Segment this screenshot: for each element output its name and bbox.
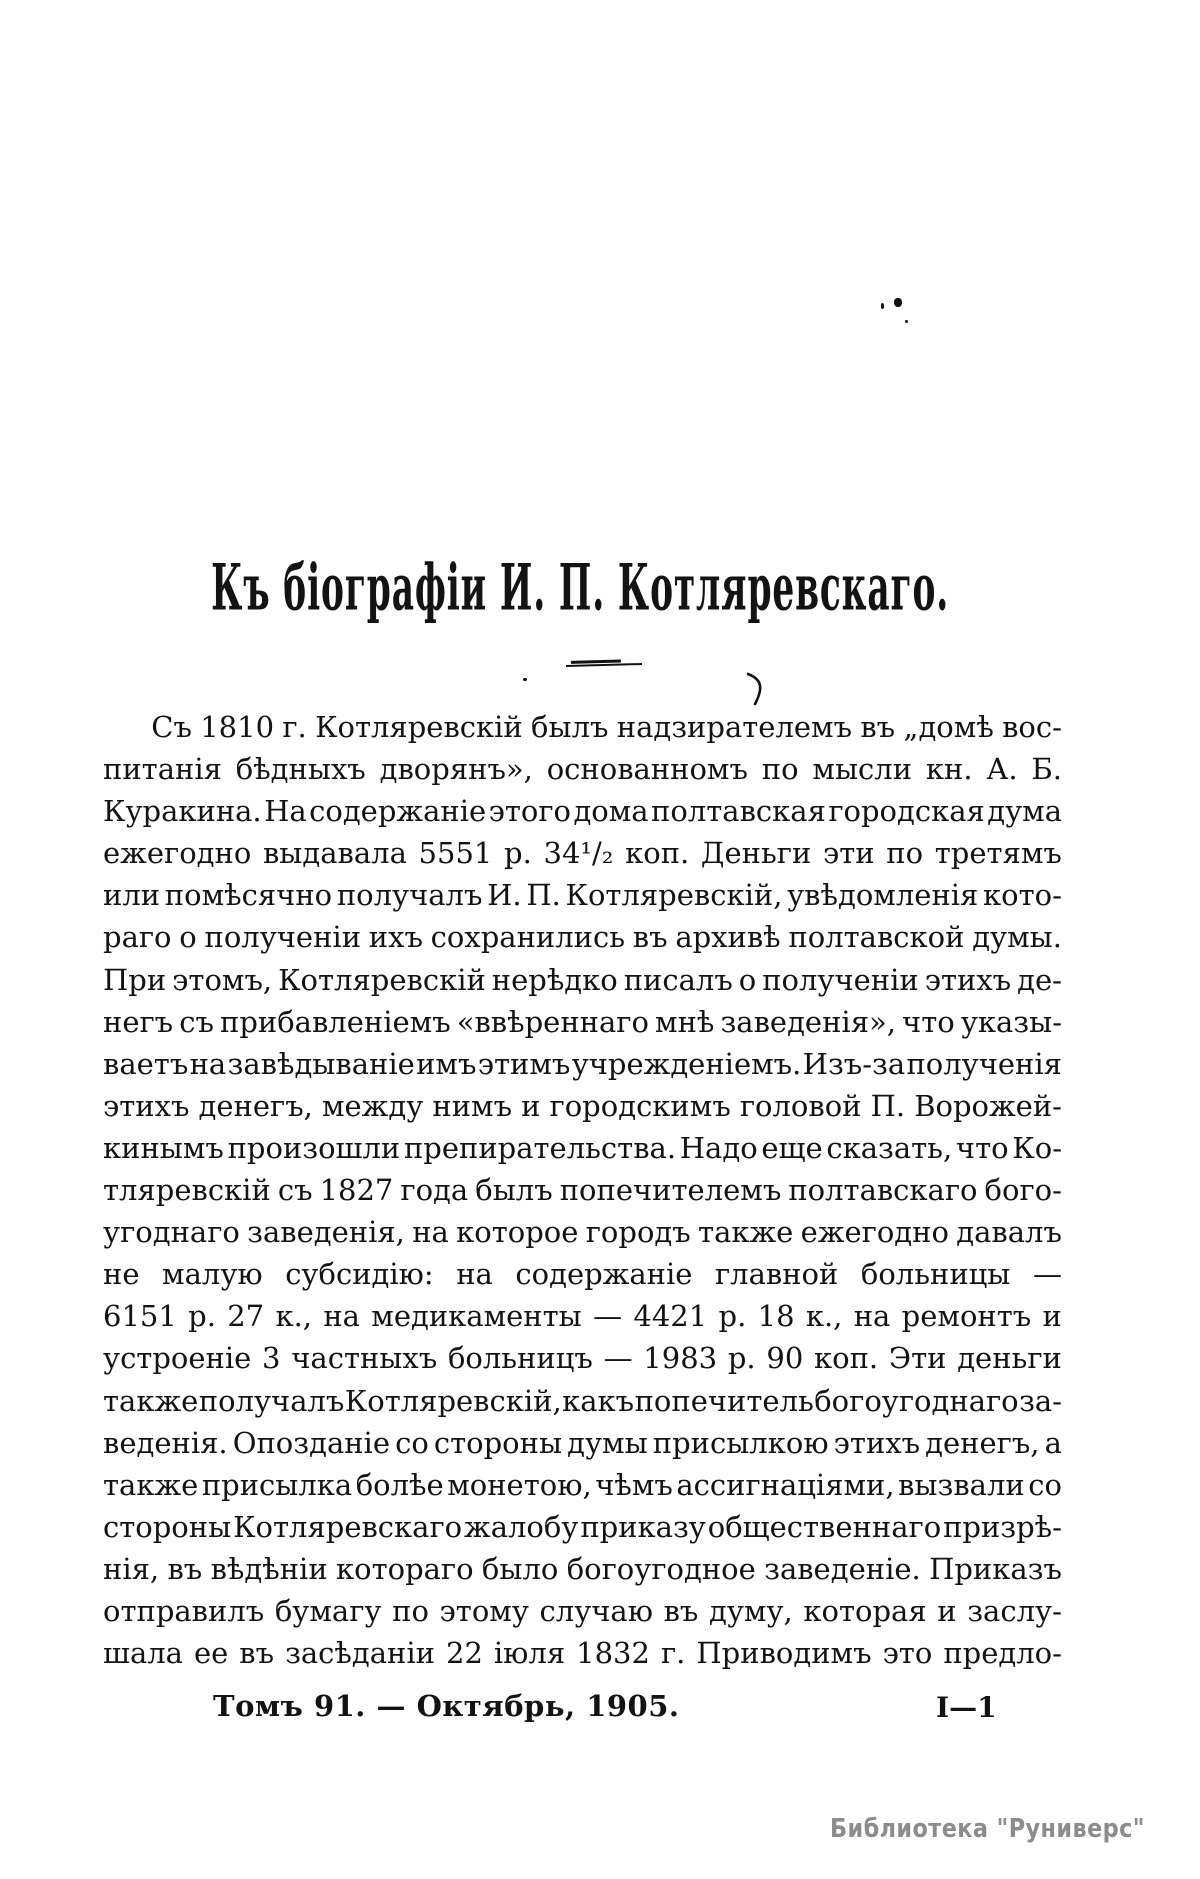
word: монетою,	[447, 1467, 592, 1502]
word: предло-	[943, 1636, 1062, 1671]
word: съ	[179, 1004, 214, 1039]
word: бѣдныхъ	[235, 752, 366, 787]
word: произошли	[227, 1130, 401, 1165]
word: имъ	[416, 1046, 477, 1081]
ink-speck	[894, 298, 902, 307]
word: кн.	[925, 752, 973, 787]
word: П.	[870, 1088, 906, 1123]
word: основанномъ	[546, 752, 748, 787]
word: Деньги	[700, 836, 812, 871]
ink-speck	[523, 678, 527, 681]
word: былъ	[475, 1173, 553, 1208]
word: въ	[632, 920, 668, 955]
word: съ	[277, 1173, 313, 1208]
library-watermark: Библиотека "Руниверс"	[830, 1814, 1145, 1844]
word: и	[937, 1593, 957, 1628]
word: „домѣ	[903, 710, 994, 744]
word: болѣе	[355, 1467, 444, 1502]
word: на	[189, 1046, 227, 1081]
word: іюля	[493, 1636, 566, 1671]
word: не	[103, 1257, 140, 1292]
text-line	[103, 1384, 1062, 1426]
text-line	[103, 1426, 1062, 1468]
word: дума	[987, 794, 1062, 829]
word: этихъ	[103, 1088, 190, 1123]
word: бого-	[984, 1173, 1062, 1208]
word: этомъ,	[172, 962, 273, 997]
word: прибавленіемъ	[220, 1004, 451, 1039]
word: со	[1028, 1467, 1062, 1502]
word: которое	[456, 1215, 579, 1250]
word: Б.	[1031, 752, 1062, 787]
text-line	[103, 1089, 1062, 1131]
word: субсидію:	[285, 1257, 434, 1292]
word: городъ	[585, 1215, 691, 1250]
word: и	[521, 1088, 541, 1123]
word: попечитель	[634, 1383, 814, 1418]
paragraph-indent	[103, 710, 143, 752]
text-line	[103, 963, 1062, 1005]
word: призрѣ-	[943, 1509, 1062, 1544]
text-line	[103, 1468, 1062, 1510]
word: стороны	[103, 1509, 232, 1544]
word: кото-	[983, 878, 1062, 913]
word: р.	[504, 836, 532, 871]
word: больницы	[860, 1257, 1011, 1292]
word: Ко-	[1012, 1130, 1062, 1165]
word: головой	[739, 1088, 862, 1123]
text-line	[103, 1510, 1062, 1552]
word: по	[761, 752, 799, 787]
word: к.,	[275, 1299, 313, 1334]
text-line	[103, 1131, 1062, 1173]
word: раго	[103, 920, 172, 955]
word: содержаніе	[515, 1257, 693, 1292]
word: тляревскій	[103, 1173, 271, 1208]
signature-mark: I—1	[936, 1691, 997, 1724]
word: содержаніе	[309, 794, 487, 829]
word: по	[392, 1593, 429, 1628]
word: полтавскаго	[788, 1173, 978, 1208]
word: Надо	[679, 1130, 758, 1165]
word: ассигнаціями,	[676, 1467, 895, 1502]
word: Котляревскій	[278, 962, 486, 997]
text-line	[103, 1215, 1062, 1257]
word: препирательства.	[403, 1130, 677, 1165]
word: въ	[167, 1551, 203, 1586]
word: заведенія»,	[720, 1004, 896, 1039]
word: 1810	[200, 710, 275, 744]
word: р.	[718, 1299, 747, 1334]
word: сохранились	[430, 920, 626, 955]
word: бумагу	[274, 1593, 382, 1628]
text-line	[103, 1299, 1062, 1341]
text-line	[103, 1173, 1062, 1215]
word: полученіи	[204, 920, 362, 955]
word: дома	[573, 794, 649, 829]
word: думу,	[709, 1593, 793, 1628]
word: на	[412, 1215, 449, 1250]
word: ежегодно	[800, 1215, 949, 1250]
word: думы	[567, 1425, 648, 1460]
word: городская	[828, 794, 985, 829]
word: ее	[193, 1636, 229, 1671]
word: 3	[262, 1341, 281, 1376]
text-line	[103, 1341, 1062, 1383]
word: которая	[803, 1593, 927, 1628]
word: сказать,	[826, 1130, 953, 1165]
word: полтавской	[788, 920, 965, 955]
text-line	[103, 836, 1062, 878]
word: 90	[766, 1341, 804, 1376]
word: мысли	[812, 752, 913, 787]
word: угоднаго	[103, 1215, 240, 1250]
word: частныхъ	[291, 1341, 438, 1376]
word: это	[882, 1636, 933, 1671]
word: Приказъ	[929, 1551, 1062, 1586]
word: П.	[526, 878, 561, 913]
word: засѣданіи	[285, 1636, 435, 1671]
word: —	[593, 1299, 623, 1334]
word: заслу-	[967, 1593, 1062, 1628]
word: городскимъ	[549, 1088, 731, 1123]
word: что	[955, 1130, 1009, 1165]
word: между	[321, 1088, 424, 1123]
page-title: Къ біографіи И. П. Котляревскаго.	[210, 551, 950, 626]
word: этимъ	[477, 1046, 571, 1081]
text-line	[103, 1257, 1062, 1299]
word: 18	[757, 1299, 795, 1334]
word: ихъ	[368, 920, 423, 955]
word: также	[103, 1467, 199, 1502]
word: Ворожей-	[914, 1088, 1062, 1123]
word: получалъ	[336, 878, 483, 913]
word: р.	[727, 1341, 756, 1376]
text-line	[103, 1047, 1062, 1089]
word: нія,	[103, 1551, 160, 1586]
word: 1832	[576, 1636, 650, 1671]
word: Эти	[888, 1341, 947, 1376]
word: заведеніе.	[764, 1551, 921, 1586]
word: р.	[188, 1299, 216, 1334]
word: приказу	[580, 1509, 706, 1544]
word: о	[179, 920, 197, 955]
word: Съ	[151, 710, 192, 744]
ornamental-rule	[566, 659, 642, 670]
word: заведенія,	[247, 1215, 405, 1250]
text-line	[103, 878, 1062, 920]
word: вызвали	[898, 1467, 1025, 1502]
word: полтавская	[651, 794, 826, 829]
word: было	[481, 1551, 559, 1586]
word: 34¹/₂	[543, 836, 614, 871]
word: на	[853, 1299, 891, 1334]
word: нерѣдко	[491, 962, 618, 997]
word: «ввѣреннаго	[456, 1004, 649, 1039]
word: 4421	[633, 1299, 708, 1334]
word: к.,	[805, 1299, 843, 1334]
word: еще	[761, 1130, 823, 1165]
word: вос-	[1002, 710, 1062, 744]
word: Котляревскій,	[344, 1383, 562, 1418]
word: отправилъ	[103, 1593, 265, 1628]
word: Приводимъ	[696, 1636, 872, 1671]
word: г.	[282, 710, 307, 744]
word: этого	[488, 794, 571, 829]
word: Изъ-за	[802, 1046, 906, 1081]
word: ежегодно	[103, 836, 252, 871]
word: третямъ	[934, 836, 1062, 871]
word: больницъ	[447, 1341, 593, 1376]
word: 1983	[643, 1341, 718, 1376]
word: общественнаго	[707, 1509, 942, 1544]
word: г.	[660, 1636, 686, 1671]
word: вѣдѣніи	[210, 1551, 328, 1586]
word: питанія	[103, 752, 222, 787]
word: въ	[663, 1593, 699, 1628]
word: коп.	[814, 1341, 879, 1376]
word: также	[698, 1215, 794, 1250]
word: Котляревскій,	[565, 878, 783, 913]
word: кинымъ	[103, 1130, 224, 1165]
word: Котляревскій	[315, 710, 523, 744]
word: думы.	[972, 920, 1062, 955]
word: и	[1042, 1299, 1062, 1334]
word: выдавала	[262, 836, 407, 871]
word: денегъ,	[925, 1425, 1040, 1460]
word: котораго	[335, 1551, 474, 1586]
text-line	[103, 1552, 1062, 1594]
ink-speck	[881, 303, 884, 309]
text-line	[103, 1636, 1062, 1678]
word: де-	[1017, 962, 1062, 997]
text-line	[103, 1594, 1062, 1636]
ink-hook-mark	[745, 672, 769, 712]
volume-footer: Томъ 91. — Октябрь, 1905.	[213, 1689, 680, 1723]
word: былъ	[531, 710, 609, 744]
word: медикаменты	[371, 1299, 582, 1334]
word: также	[103, 1383, 199, 1418]
word: шала	[103, 1636, 183, 1671]
word: 1827	[319, 1173, 394, 1208]
word: коп.	[625, 836, 690, 871]
text-line	[103, 920, 1062, 962]
word: давалъ	[956, 1215, 1062, 1250]
word: денегъ,	[198, 1088, 313, 1123]
text-line	[103, 752, 1062, 794]
word: на	[323, 1299, 360, 1334]
text-line	[103, 1005, 1062, 1047]
word: въ	[860, 710, 896, 744]
word: негъ	[103, 1004, 174, 1039]
word: 27	[227, 1299, 265, 1334]
word: надзирателемъ	[616, 710, 853, 744]
word: указы-	[960, 1004, 1062, 1039]
title-wrap	[0, 551, 1160, 626]
word: ремонтъ	[901, 1299, 1032, 1334]
body-text	[103, 710, 1062, 1678]
word: На	[264, 794, 307, 829]
word: 5551	[418, 836, 493, 871]
word: полученіи	[762, 962, 919, 997]
word: А.	[986, 752, 1018, 787]
word: архивѣ	[675, 920, 781, 955]
word: главной	[714, 1257, 839, 1292]
word: получалъ	[198, 1383, 345, 1418]
word: завѣдываніе	[227, 1046, 415, 1081]
word: Куракина.	[103, 794, 262, 829]
word: жалобу	[464, 1509, 579, 1544]
word: 22	[446, 1636, 483, 1671]
word: а	[1044, 1425, 1062, 1460]
word: по	[886, 836, 924, 871]
word: этихъ	[924, 962, 1012, 997]
word: Опозданіе	[232, 1425, 390, 1460]
word: со	[395, 1425, 429, 1460]
word: мнѣ	[655, 1004, 715, 1039]
text-line	[103, 710, 1062, 752]
word: 6151	[103, 1299, 177, 1334]
word: деньги	[957, 1341, 1062, 1376]
word: чѣмъ	[595, 1467, 673, 1502]
word: или	[103, 878, 161, 913]
word: присылка	[201, 1467, 353, 1502]
word: о	[738, 962, 757, 997]
word: устроеніе	[103, 1341, 252, 1376]
word: богоугоднаго	[814, 1383, 1019, 1418]
word: увѣдомленія	[787, 878, 979, 913]
word: какъ	[562, 1383, 635, 1418]
word: года	[400, 1173, 469, 1208]
word: въ	[239, 1636, 275, 1671]
word: полученія	[906, 1046, 1062, 1081]
word: эти	[822, 836, 875, 871]
word: за-	[1019, 1383, 1062, 1418]
word: богоугодное	[566, 1551, 756, 1586]
word: дворянъ»,	[379, 752, 533, 787]
word: этихъ	[833, 1425, 921, 1460]
word: При	[103, 962, 167, 997]
word: Котляревскаго	[233, 1509, 463, 1544]
word: помѣсячно	[164, 878, 333, 913]
word: учрежденіемъ.	[571, 1046, 802, 1081]
word: писалъ	[623, 962, 733, 997]
word: ваетъ	[103, 1046, 189, 1081]
word: —	[603, 1341, 633, 1376]
word: попечителемъ	[559, 1173, 782, 1208]
text-line	[103, 794, 1062, 836]
word: И.	[487, 878, 522, 913]
word: —	[1032, 1257, 1062, 1292]
word: нимъ	[432, 1088, 513, 1123]
word: что	[902, 1004, 955, 1039]
word: стороны	[433, 1425, 563, 1460]
word: случаю	[539, 1593, 653, 1628]
word: на	[456, 1257, 493, 1292]
word: веденія.	[103, 1425, 228, 1460]
ink-speck	[905, 320, 908, 323]
word: этому	[439, 1593, 529, 1628]
word: присылкою	[652, 1425, 829, 1460]
word: малую	[162, 1257, 263, 1292]
